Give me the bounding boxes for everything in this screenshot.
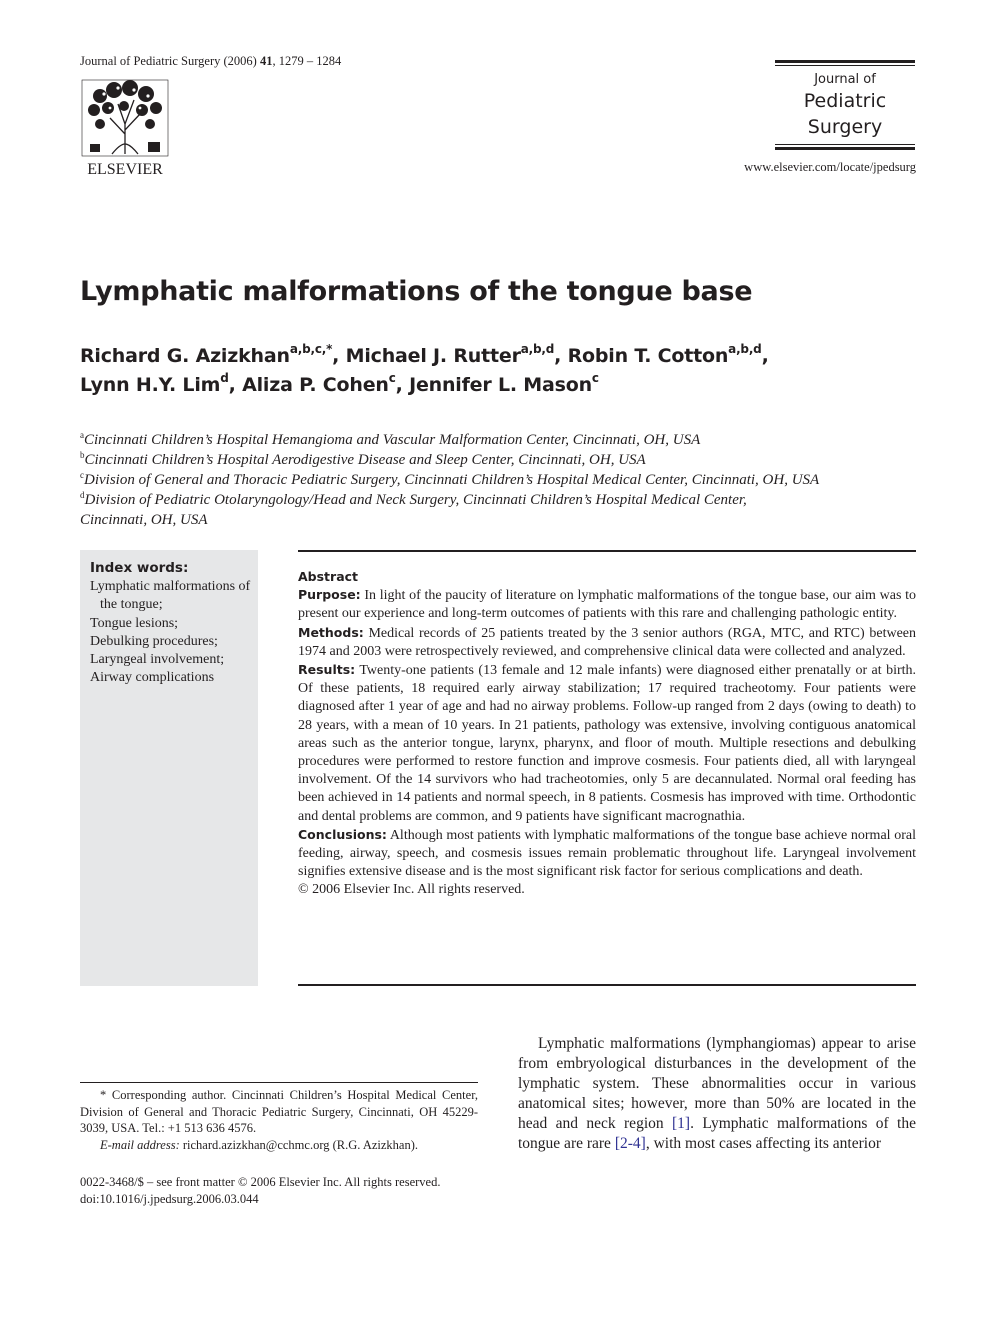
abstract-results xyxy=(298,661,916,826)
abstract-section-text: Although most patients with lymphatic malformations of the tongue base achieve normal oral feeding, airway, speech, and cosmesis issues remain problematic throughout life. Laryngeal involvement signifies extensive disease and is the most significant risk factor for serious complications and death. xyxy=(298,827,916,880)
body-text: Lymphatic malformations (lymphangiomas) appear to arise from embryological disturbances in the development of the lymphatic system. These abnormalities occur in various anatomical sites; however, more than 50% are located in the head and neck region xyxy=(518,1035,916,1132)
abstract-section-text: Twenty-one patients (13 female and 12 male infants) were diagnosed either prenatally or at birth. Of these patients, 18 required early airway stabilization; 17 required tracheotomy. Four patients were diagnosed after 1 year of age and had no airway problems. Follow-up ranged from 2 days (owing to death) to 28 years, with a mean of 10 years. In 21 patients, pathology was extensive, involving contiguous anatomical areas such as the anterior tongue, larynx, pharynx, and floor of mouth. Multiple resections and debulking procedures were performed to restore function and improve cosmesis. Four patients died, all with laryngeal involvement. Of the 14 survivors who had tracheotomies, only 5 are decannulated. Normal oral feeding has been achieved in 14 patients and normal speech, in 8 patients. Cosmesis has improved with time. Orthodontic and dental problems are common, and 9 patients have significant macrognathia. xyxy=(298,663,917,824)
front-matter-line: 0022-3468/$ – see front matter © 2006 Elsevier Inc. All rights reserved. xyxy=(80,1175,441,1189)
abstract xyxy=(298,568,916,900)
author-affil-sup: d xyxy=(220,371,229,385)
author-name: Jennifer L. Mason xyxy=(409,374,592,396)
affiliation-list xyxy=(80,430,920,530)
body-text: . Lymphatic malformations of the tongue are rare xyxy=(518,1115,916,1152)
corresponding-star[interactable]: * xyxy=(326,342,333,356)
author-sep: , xyxy=(228,374,243,396)
abstract-copyright: © 2006 Elsevier Inc. All rights reserved. xyxy=(298,882,525,898)
abstract-top-rule xyxy=(298,550,916,552)
masthead-top-rule xyxy=(775,60,915,66)
index-word-item: Lymphatic malformations of the tongue; xyxy=(90,579,251,613)
index-word-item: Airway complications xyxy=(90,670,215,686)
affiliation-item xyxy=(80,470,920,490)
body-paragraph xyxy=(518,1034,916,1154)
author-list xyxy=(80,342,910,400)
footnote xyxy=(80,1087,478,1153)
author-sep: , xyxy=(332,345,346,367)
email-line xyxy=(80,1137,478,1154)
abstract-section-text: In light of the paucity of literature on lymphatic malformations of the tongue base, our aim was to present our experience and long-term outcomes of patients with this rare and challenging pathologic entity. xyxy=(298,588,917,622)
author-affil-sup: c xyxy=(388,371,396,385)
affiliation-sup: a xyxy=(80,430,84,440)
index-words-title: Index words: xyxy=(90,560,189,576)
journal-name-line1: Journal of xyxy=(814,72,876,87)
affiliation-text: Division of General and Thoracic Pediatric Surgery, Cincinnati Children’s Hospital Medical Center, Cincinnati, OH, USA xyxy=(84,472,820,488)
email-label: E-mail address: xyxy=(100,1137,180,1152)
doi-line[interactable]: doi:10.1016/j.jpedsurg.2006.03.044 xyxy=(80,1191,259,1206)
elsevier-logo-text: ELSEVIER xyxy=(87,161,163,178)
journal-name-line2: Pediatric xyxy=(803,90,887,112)
author-affil-sup: a,b,d xyxy=(728,342,762,356)
abstract-section-label: Results: xyxy=(298,662,356,678)
author-name: Robin T. Cotton xyxy=(567,345,729,367)
affiliation-item xyxy=(80,430,920,450)
author-sep: , xyxy=(395,374,410,396)
index-words-list xyxy=(90,578,258,688)
author-name: Lynn H.Y. Lim xyxy=(80,374,221,396)
author-affil-sup: a,b,d xyxy=(520,342,555,356)
journal-url[interactable]: www.elsevier.com/locate/jpedsurg xyxy=(744,160,916,174)
elsevier-logo xyxy=(80,78,170,178)
index-word-item: Laryngeal involvement; xyxy=(90,652,225,668)
citation-volume: 41 xyxy=(259,54,273,68)
email-value[interactable]: richard.azizkhan@cchmc.org (R.G. Azizkhan). xyxy=(182,1137,419,1152)
elsevier-tree-icon xyxy=(80,78,170,178)
affiliation-item xyxy=(80,490,920,510)
affiliation-sup: d xyxy=(80,490,85,500)
abstract-section-text: Medical records of 25 patients treated by the 3 senior authors (RGA, MTC, and RTC) between 1974 and 2003 were retrospectively reviewed, and comprehensive clinical data were collected and analyzed. xyxy=(298,625,917,659)
reference-link[interactable]: [1] xyxy=(672,1115,691,1132)
abstract-section-label: Conclusions: xyxy=(298,826,387,842)
abstract-heading: Abstract xyxy=(298,569,359,584)
index-words-box xyxy=(80,550,258,986)
footnote-rule xyxy=(80,1082,478,1083)
author-name: Michael J. Rutter xyxy=(345,345,521,367)
affiliation-sup: b xyxy=(80,450,85,460)
abstract-conclusions xyxy=(298,826,916,882)
index-word-item: Debulking procedures; xyxy=(90,633,218,649)
affiliation-text: Cincinnati Children’s Hospital Hemangioma and Vascular Malformation Center, Cincinnati, OH, USA xyxy=(84,432,701,448)
citation-journal: Journal of Pediatric Surgery (2006) xyxy=(80,54,257,68)
article-title: Lymphatic malformations of the tongue base xyxy=(80,276,753,307)
masthead-bottom-rule xyxy=(775,144,915,150)
journal-citation xyxy=(80,54,341,69)
citation-pages: , 1279 – 1284 xyxy=(272,54,342,68)
affiliation-item xyxy=(80,510,920,530)
journal-masthead xyxy=(775,60,915,158)
reference-link[interactable]: [2-4] xyxy=(614,1135,646,1152)
issn-doi xyxy=(80,1174,500,1207)
index-word-item: Tongue lesions; xyxy=(90,615,179,631)
abstract-section-label: Purpose: xyxy=(298,587,361,603)
author-name: Richard G. Azizkhan xyxy=(80,345,290,367)
corresponding-author-note: * Corresponding author. Cincinnati Children’s Hospital Medical Center, Division of General and Thoracic Pediatric Surgery, Cincinnati, OH 45229-3039, USA. Tel.: +1 513 636 4576. xyxy=(80,1088,478,1136)
author-name: Aliza P. Cohen xyxy=(242,374,389,396)
author-sep: , xyxy=(554,345,568,367)
author-affil-sup: c xyxy=(591,371,599,385)
abstract-methods xyxy=(298,624,916,661)
affiliation-text: Cincinnati, OH, USA xyxy=(80,512,208,528)
affiliation-sup: c xyxy=(80,470,84,480)
affiliation-text: Division of Pediatric Otolaryngology/Head and Neck Surgery, Cincinnati Children’s Hospital Medical Center, xyxy=(84,492,747,508)
journal-name-line3: Surgery xyxy=(807,116,883,138)
author-sep: , xyxy=(761,345,769,367)
abstract-bottom-rule xyxy=(298,984,916,986)
abstract-purpose xyxy=(298,586,916,623)
body-text: , with most cases affecting its anterior xyxy=(645,1135,881,1152)
affiliation-text: Cincinnati Children’s Hospital Aerodigestive Disease and Sleep Center, Cincinnati, OH, USA xyxy=(84,452,646,468)
author-affil-sup: a,b,c, xyxy=(289,342,327,356)
affiliation-item xyxy=(80,450,920,470)
abstract-section-label: Methods: xyxy=(298,624,364,640)
